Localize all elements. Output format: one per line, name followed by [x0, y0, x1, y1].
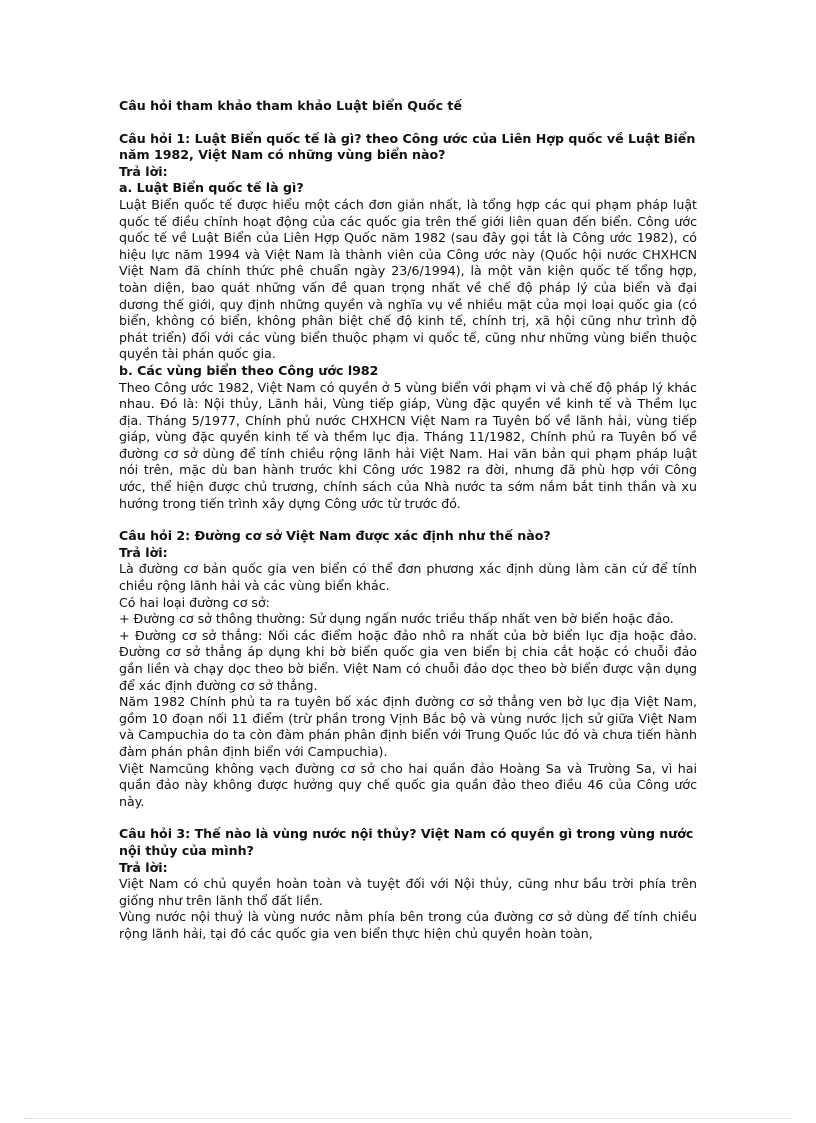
question-1: [119, 131, 697, 513]
question-2-paragraph-3: + Đường cơ sở thông thường: Sử dụng ngấn nước triều thấp nhất ven bờ biển hoặc đảo.: [119, 611, 674, 627]
question-2-heading: Câu hỏi 2: Đường cơ sở Việt Nam được xác định như thế nào?: [119, 528, 551, 544]
answer-label: Trả lời:: [119, 544, 168, 560]
question-1-sub-b-paragraph: Theo Công ước 1982, Việt Nam có quyền ở 5 vùng biển với phạm vi và chế độ pháp lý khác nhau. Đó là: Nội thủy, Lãnh hải, Vùng tiếp giáp, Vùng đặc quyền về kinh tế và Thềm lục địa. Tháng 5/1977, Chính phủ nước CHXHCN Việt Nam ra Tuyên bố về lãnh hải, vùng tiếp giáp, vùng đặc quyền kinh tế và thềm lục địa. Tháng 11/1982, Chính phủ ra Tuyên bố về đường cơ sở dùng để tính chiều rộng lãnh hải Việt Nam. Hai văn bản qui phạm pháp luật nói trên, mặc dù ban hành trước khi Công ước 1982 ra đời, nhưng đã phù hợp với Công ước, thể hiện được chủ trương, chính sách của Nhà nước ta sớm nắm bắt tinh thần và xu hướng trong tiến trình xây dựng Công ước từ trước đó.: [119, 379, 697, 511]
document-title: Câu hỏi tham khảo tham khảo Luật biển Quốc tế: [119, 98, 462, 113]
question-1-sub-a-heading: a. Luật Biển quốc tế là gì?: [119, 180, 304, 196]
question-2-paragraph-6: Việt Namcũng không vạch đường cơ sở cho hai quần đảo Hoàng Sa và Trường Sa, vì hai quần đảo này không được hưởng quy chế quốc gia quần đảo theo điều 46 của Công ước này.: [119, 760, 697, 809]
document-page: [119, 98, 697, 959]
question-1-sub-a-paragraph: Luật Biển quốc tế được hiểu một cách đơn giản nhất, là tổng hợp các qui phạm pháp luật quốc tế điều chỉnh hoạt động của các quốc gia trên thế giới liên quan đến biển. Công ước quốc tế về Luật Biển của Liên Hợp Quốc năm 1982 (sau đây gọi tắt là Công ước 1982), có hiệu lực năm 1994 và Việt Nam là thành viên của Công ước này (Quốc hội nước CHXHCN Việt Nam đã chính thức phê chuẩn ngày 23/6/1994), là một văn kiện quốc tế tổng hợp, toàn diện, bao quát những vấn đề quan trọng nhất về chế độ pháp lý của biển và đại dương thế giới, quy định những quyền và nghĩa vụ về nhiều mặt của mọi loại quốc gia (có biển, không có biển, không phân biệt chế độ kinh tế, chính trị, xã hội cũng như trình độ phát triển) đối với các vùng biển thuộc phạm vi quốc tế, cũng như những vùng biển thuộc quyền tài phán quốc gia.: [119, 196, 697, 362]
answer-label: Trả lời:: [119, 859, 168, 875]
question-2-paragraph-4: + Đường cơ sở thẳng: Nối các điểm hoặc đảo nhô ra nhất của bờ biển lục địa hoặc đảo. Đường cơ sở thẳng áp dụng khi bờ biển quốc gia ven biển bị chia cắt hoặc có chuỗi đảo gần liền và chạy dọc theo bờ biển. Việt Nam có chuỗi đảo dọc theo bờ biển được vận dụng để xác định đường cơ sở thẳng.: [119, 627, 697, 693]
question-2: [119, 528, 697, 810]
question-1-sub-b-heading: b. Các vùng biển theo Công ước l982: [119, 362, 379, 378]
question-3: [119, 826, 697, 942]
question-3-paragraph-1: Việt Nam có chủ quyền hoàn toàn và tuyệt đối với Nội thủy, cũng như bầu trời phía trên giống như trên lãnh thổ đất liền.: [119, 876, 697, 908]
page-bottom-divider: [24, 1118, 792, 1119]
question-3-heading: Câu hỏi 3: Thế nào là vùng nước nội thủy? Việt Nam có quyền gì trong vùng nước nội thủy của mình?: [119, 826, 694, 858]
question-2-paragraph-1: Là đường cơ bản quốc gia ven biển có thể đơn phương xác định dùng làm căn cứ để tính chiều rộng lãnh hải và các vùng biển khác.: [119, 561, 697, 594]
question-2-paragraph-5: Năm 1982 Chính phủ ta ra tuyên bố xác định đường cơ sở thẳng ven bờ lục địa Việt Nam, gồm 10 đoạn nối 11 điểm (trừ phần trong Vịnh Bắc bộ và vùng nước lịch sử giữa Việt Nam và Campuchia do ta còn đàm phán phân định biển với Trung Quốc lúc đó và chưa tiến hành đàm phán phân định biển với Campuchia).: [119, 694, 697, 759]
question-1-heading: Câu hỏi 1: Luật Biển quốc tế là gì? theo Công ước của Liên Hợp quốc về Luật Biển năm 1982, Việt Nam có những vùng biển nào?: [119, 130, 696, 163]
question-2-paragraph-2: Có hai loại đường cơ sở:: [119, 594, 270, 610]
question-3-paragraph-2: Vùng nước nội thuỷ là vùng nước nằm phía bên trong của đường cơ sở dùng để tính chiều rộng lãnh hải, tại đó các quốc gia ven biển thực hiện chủ quyền hoàn toàn,: [119, 909, 697, 941]
answer-label: Trả lời:: [119, 163, 168, 179]
